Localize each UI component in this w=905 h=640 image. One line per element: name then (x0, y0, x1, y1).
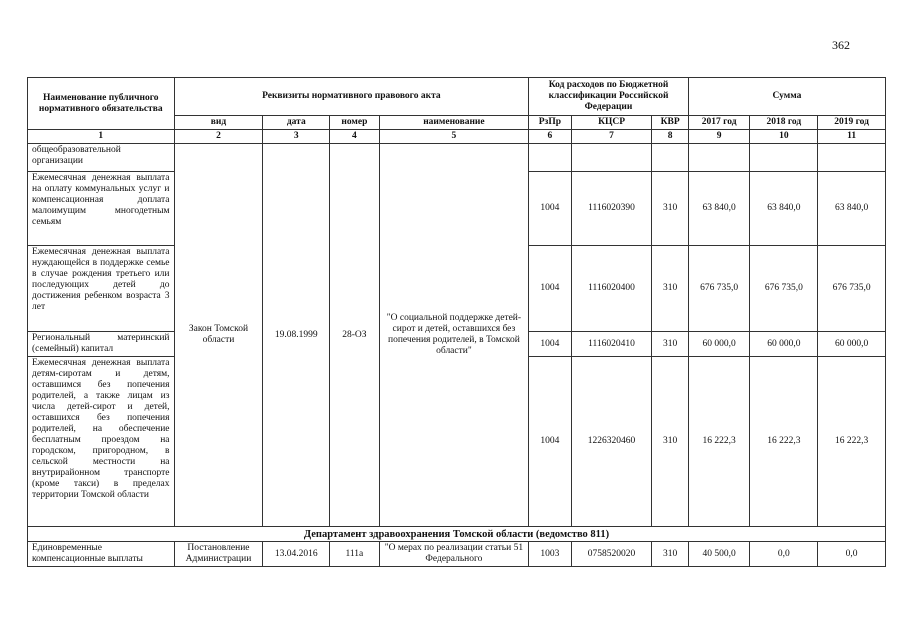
sum-2018-cell: 0,0 (750, 542, 818, 567)
obligation-name: Региональный материнский (семейный) капитал (28, 332, 175, 357)
subheader-2019: 2019 год (818, 116, 886, 130)
sum-2018-cell: 16 222,3 (750, 357, 818, 527)
subheader-2017: 2017 год (688, 116, 750, 130)
table-row (28, 144, 886, 172)
kvr-cell (652, 144, 688, 172)
subheader-title: наименование (379, 116, 529, 130)
col-requisites-header: Реквизиты нормативного правового акта (174, 78, 529, 116)
act-date: 13.04.2016 (263, 542, 330, 567)
col-sum-header: Сумма (688, 78, 885, 116)
obligation-name: Ежемесячная денежная выплата нуждающейся в поддержке семье в случае рождения третьего или последующих детей до достижения ребенком возраста 3 лет (28, 246, 175, 332)
column-numbers-row (28, 130, 886, 144)
column-number: 9 (688, 130, 750, 144)
obligation-name: Ежемесячная денежная выплата на оплату коммунальных услуг и компенсационная доплата малоимущим многодетным семьям (28, 172, 175, 246)
obligation-name: Ежемесячная денежная выплата детям-сиротам и детям, оставшимся без попечения родителей, а также лицам из числа детей-сирот и детей, оставшихся без попечения родителей, на обеспечение бесплатным проездом на городском, пригородном, в сельской местности на внутрирайонном транспорте (кроме такси) в пределах территории Томской области (28, 357, 175, 527)
kvr-cell: 310 (652, 332, 688, 357)
column-number: 2 (174, 130, 263, 144)
subheader-kvr: КВР (652, 116, 688, 130)
subheader-2018: 2018 год (750, 116, 818, 130)
sum-2017-cell: 63 840,0 (688, 172, 750, 246)
rzpr-cell: 1003 (529, 542, 571, 567)
column-number: 3 (263, 130, 330, 144)
sum-2017-cell: 40 500,0 (688, 542, 750, 567)
column-number: 7 (571, 130, 652, 144)
obligation-name: общеобразовательной организации (28, 144, 175, 172)
kcsr-cell: 1116020410 (571, 332, 652, 357)
act-date: 19.08.1999 (263, 144, 330, 527)
act-title: "О мерах по реализации статьи 51 Федерального (379, 542, 529, 567)
kcsr-cell: 1226320460 (571, 357, 652, 527)
kcsr-cell: 1116020390 (571, 172, 652, 246)
column-number: 6 (529, 130, 571, 144)
act-number: 28-ОЗ (330, 144, 380, 527)
sum-2019-cell: 676 735,0 (818, 246, 886, 332)
kvr-cell: 310 (652, 542, 688, 567)
section-header-row (28, 527, 886, 542)
kvr-cell: 310 (652, 357, 688, 527)
sum-2019-cell: 16 222,3 (818, 357, 886, 527)
column-number: 8 (652, 130, 688, 144)
rzpr-cell: 1004 (529, 332, 571, 357)
col-codes-header: Код расходов по Бюджетной классификации Российской Федерации (529, 78, 689, 116)
col-obligation-header: Наименование публичного нормативного обязательства (28, 78, 175, 130)
header-row-1 (28, 78, 886, 116)
rzpr-cell: 1004 (529, 246, 571, 332)
column-number: 1 (28, 130, 175, 144)
section-title: Департамент здравоохранения Томской области (ведомство 811) (28, 527, 886, 542)
act-type: Постановление Администрации (174, 542, 263, 567)
kcsr-cell: 1116020400 (571, 246, 652, 332)
rzpr-cell (529, 144, 571, 172)
sum-2018-cell: 63 840,0 (750, 172, 818, 246)
act-type: Закон Томской области (174, 144, 263, 527)
kvr-cell: 310 (652, 246, 688, 332)
subheader-kcsr: КЦСР (571, 116, 652, 130)
kcsr-cell (571, 144, 652, 172)
rzpr-cell: 1004 (529, 357, 571, 527)
sum-2018-cell: 60 000,0 (750, 332, 818, 357)
column-number: 11 (818, 130, 886, 144)
sum-2019-cell: 60 000,0 (818, 332, 886, 357)
sum-2017-cell (688, 144, 750, 172)
column-number: 10 (750, 130, 818, 144)
sum-2019-cell: 0,0 (818, 542, 886, 567)
kcsr-cell: 0758520020 (571, 542, 652, 567)
page-number: 362 (832, 38, 850, 52)
kvr-cell: 310 (652, 172, 688, 246)
sum-2018-cell: 676 735,0 (750, 246, 818, 332)
act-title: "О социальной поддержке детей-сирот и детей, оставшихся без попечения родителей, в Томской области" (379, 144, 529, 527)
sum-2018-cell (750, 144, 818, 172)
act-number: 111а (330, 542, 380, 567)
obligation-name: Единовременные компенсационные выплаты (28, 542, 175, 567)
subheader-number: номер (330, 116, 380, 130)
column-number: 4 (330, 130, 380, 144)
subheader-rzpr: РзПр (529, 116, 571, 130)
sum-2017-cell: 60 000,0 (688, 332, 750, 357)
subheader-date: дата (263, 116, 330, 130)
sum-2017-cell: 676 735,0 (688, 246, 750, 332)
sum-2019-cell (818, 144, 886, 172)
table-row (28, 542, 886, 567)
subheader-vid: вид (174, 116, 263, 130)
column-number: 5 (379, 130, 529, 144)
budget-table (27, 77, 886, 567)
sum-2019-cell: 63 840,0 (818, 172, 886, 246)
rzpr-cell: 1004 (529, 172, 571, 246)
sum-2017-cell: 16 222,3 (688, 357, 750, 527)
